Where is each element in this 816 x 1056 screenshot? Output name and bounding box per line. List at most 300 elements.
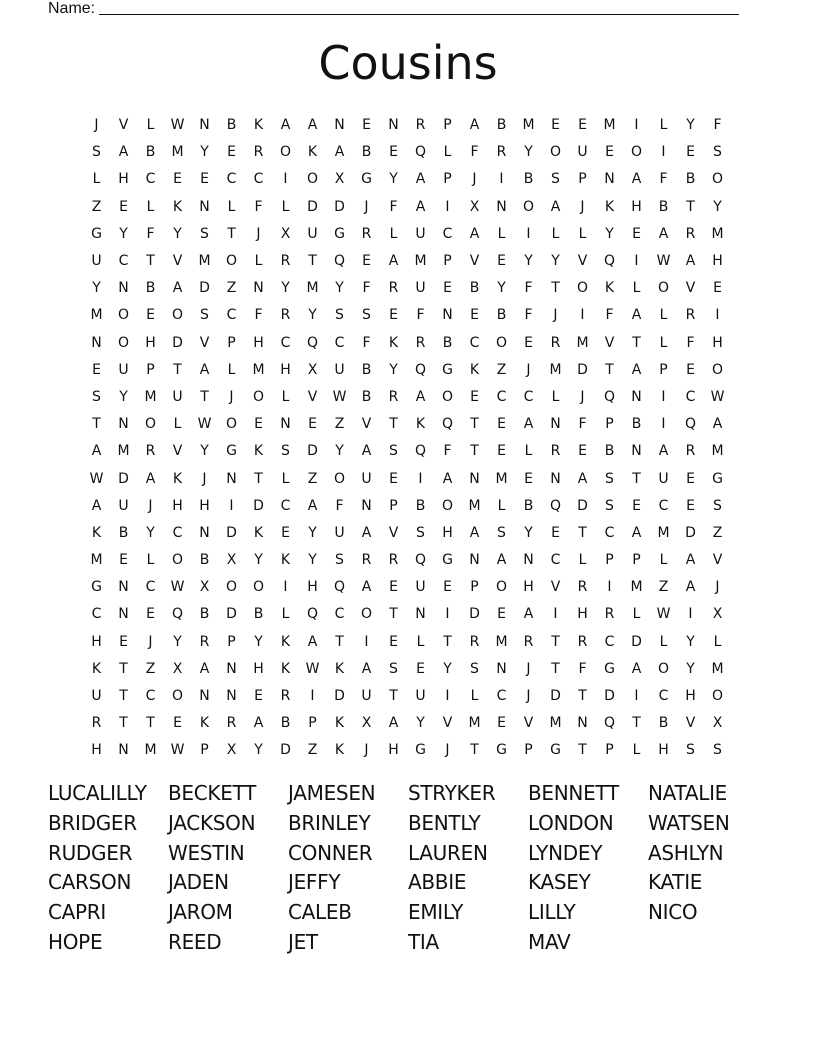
grid-letter: K — [334, 715, 345, 732]
grid-letter: R — [523, 633, 534, 650]
grid-letter: B — [469, 280, 480, 297]
word-list-item: CALEB — [288, 900, 352, 925]
grid-letter: M — [495, 633, 508, 650]
grid-letter: O — [657, 280, 670, 297]
grid-letter: J — [445, 742, 450, 759]
word-list-item: LAUREN — [408, 840, 488, 865]
grid-letter: N — [280, 416, 291, 433]
grid-letter: A — [685, 552, 696, 569]
grid-letter: P — [227, 334, 236, 351]
grid-letter: Y — [308, 307, 317, 324]
grid-letter: V — [577, 253, 588, 270]
grid-letter: N — [199, 524, 210, 541]
grid-letter: A — [631, 660, 642, 677]
grid-letter: A — [361, 579, 372, 596]
grid-letter: J — [202, 470, 207, 487]
word-list-item: BRIDGER — [48, 810, 137, 835]
grid-letter: H — [118, 171, 129, 188]
grid-letter: H — [91, 742, 102, 759]
grid-letter: R — [604, 606, 615, 623]
grid-letter: Y — [308, 524, 317, 541]
grid-letter: M — [711, 225, 724, 242]
grid-letter: C — [550, 552, 561, 569]
grid-letter: N — [118, 579, 129, 596]
grid-letter: T — [146, 253, 155, 270]
grid-letter: Z — [91, 198, 102, 215]
grid-letter: E — [470, 307, 479, 324]
grid-letter: C — [226, 171, 237, 188]
grid-letter: N — [550, 416, 561, 433]
grid-letter: E — [686, 361, 695, 378]
grid-row — [83, 166, 731, 193]
grid-letter: Y — [254, 552, 263, 569]
grid-letter: E — [497, 606, 506, 623]
grid-letter: R — [577, 633, 588, 650]
grid-letter: D — [226, 524, 237, 541]
grid-letter: J — [148, 497, 153, 514]
grid-letter: C — [469, 334, 480, 351]
grid-letter: U — [91, 688, 102, 705]
grid-letter: F — [524, 280, 533, 297]
grid-letter: Y — [92, 280, 101, 297]
grid-letter: A — [496, 552, 507, 569]
grid-letter: S — [335, 552, 344, 569]
grid-letter: B — [226, 117, 237, 134]
grid-letter: E — [578, 443, 587, 460]
grid-letter: W — [656, 606, 671, 623]
grid-letter: O — [495, 334, 508, 351]
grid-letter: D — [280, 742, 291, 759]
word-list-item: NATALIE — [648, 781, 728, 805]
grid-letter: R — [577, 579, 588, 596]
word-list-item: WATSEN — [648, 810, 730, 835]
grid-letter: M — [144, 388, 157, 405]
grid-letter: T — [389, 416, 398, 433]
grid-letter: N — [226, 688, 237, 705]
grid-letter: Y — [551, 253, 560, 270]
word-list-item: CAPRI — [48, 900, 107, 925]
grid-letter: R — [496, 144, 507, 161]
grid-letter: N — [226, 660, 237, 677]
grid-letter: H — [253, 660, 264, 677]
grid-letter: T — [578, 742, 587, 759]
grid-letter: O — [711, 171, 724, 188]
grid-letter: A — [199, 660, 210, 677]
word-list-item: JEFFY — [288, 870, 341, 895]
grid-letter: P — [308, 715, 317, 732]
grid-letter: U — [361, 688, 372, 705]
grid-letter: S — [362, 307, 371, 324]
grid-letter: W — [656, 253, 671, 270]
grid-letter: D — [604, 688, 615, 705]
grid-row — [83, 139, 731, 166]
grid-letter: K — [253, 524, 264, 541]
grid-letter: L — [470, 688, 479, 705]
grid-letter: O — [225, 416, 238, 433]
grid-letter: X — [712, 715, 723, 732]
grid-letter: O — [117, 334, 130, 351]
grid-letter: C — [226, 307, 237, 324]
grid-letter: C — [685, 388, 696, 405]
grid-letter: Z — [334, 416, 345, 433]
grid-letter: H — [172, 497, 183, 514]
grid-letter: P — [443, 171, 452, 188]
grid-letter: B — [523, 171, 534, 188]
grid-letter: H — [280, 361, 291, 378]
grid-letter: U — [334, 361, 345, 378]
grid-letter: T — [308, 253, 317, 270]
grid-letter: K — [469, 361, 480, 378]
grid-row — [83, 737, 731, 764]
grid-letter: Z — [226, 280, 237, 297]
grid-letter: H — [685, 688, 696, 705]
grid-letter: T — [470, 443, 479, 460]
grid-letter: A — [145, 470, 156, 487]
grid-letter: E — [362, 117, 371, 134]
grid-letter: J — [94, 117, 99, 134]
grid-letter: P — [443, 117, 452, 134]
grid-letter: N — [442, 307, 453, 324]
grid-letter: C — [145, 579, 156, 596]
name-blank-line[interactable] — [99, 0, 739, 15]
grid-letter: O — [144, 416, 157, 433]
grid-letter: C — [118, 253, 129, 270]
grid-letter: F — [470, 144, 479, 161]
grid-letter: Y — [281, 280, 290, 297]
grid-letter: L — [92, 171, 101, 188]
grid-letter: M — [630, 579, 643, 596]
grid-letter: G — [442, 361, 453, 378]
grid-letter: E — [524, 334, 533, 351]
grid-letter: R — [199, 633, 210, 650]
grid-letter: M — [522, 117, 535, 134]
grid-letter: B — [658, 198, 669, 215]
grid-letter: Q — [333, 579, 346, 596]
grid-letter: L — [227, 198, 236, 215]
word-list-item: CONNER — [288, 840, 373, 865]
grid-letter: R — [280, 307, 291, 324]
grid-letter: H — [199, 497, 210, 514]
grid-letter: R — [550, 443, 561, 460]
grid-letter: X — [226, 552, 237, 569]
grid-letter: E — [686, 144, 695, 161]
grid-letter: A — [253, 715, 264, 732]
grid-letter: I — [229, 497, 234, 514]
grid-letter: T — [119, 688, 128, 705]
grid-letter: P — [605, 416, 614, 433]
grid-letter: I — [553, 606, 558, 623]
word-list-item: JET — [288, 929, 318, 954]
grid-letter: A — [658, 225, 669, 242]
grid-letter: S — [605, 470, 614, 487]
grid-letter: E — [686, 497, 695, 514]
grid-letter: F — [659, 171, 668, 188]
grid-letter: R — [253, 144, 264, 161]
grid-letter: J — [472, 171, 477, 188]
grid-letter: Y — [416, 715, 425, 732]
grid-letter: I — [580, 307, 585, 324]
grid-letter: W — [332, 388, 347, 405]
grid-letter: B — [118, 524, 129, 541]
grid-letter: V — [685, 715, 696, 732]
grid-letter: Q — [414, 361, 427, 378]
grid-letter: A — [631, 307, 642, 324]
grid-letter: M — [576, 334, 589, 351]
grid-letter: K — [307, 144, 318, 161]
grid-letter: D — [334, 198, 345, 215]
grid-letter: L — [524, 443, 533, 460]
grid-letter: Q — [603, 388, 616, 405]
grid-letter: E — [443, 280, 452, 297]
grid-letter: H — [253, 334, 264, 351]
grid-letter: H — [658, 742, 669, 759]
word-list-item: REED — [168, 929, 222, 954]
grid-letter: P — [200, 742, 209, 759]
grid-letter: N — [118, 280, 129, 297]
grid-letter: M — [549, 361, 562, 378]
grid-letter: D — [307, 443, 318, 460]
word-list-item: ASHLYN — [648, 840, 724, 865]
grid-letter: L — [659, 334, 668, 351]
grid-letter: Y — [308, 552, 317, 569]
grid-letter: D — [685, 524, 696, 541]
grid-letter: D — [550, 688, 561, 705]
grid-letter: C — [91, 606, 102, 623]
grid-letter: C — [496, 388, 507, 405]
grid-letter: F — [686, 334, 695, 351]
grid-letter: A — [442, 470, 453, 487]
grid-letter: B — [496, 117, 507, 134]
grid-letter: Y — [713, 198, 722, 215]
grid-letter: Y — [335, 443, 344, 460]
word-list-item: LYNDEY — [528, 840, 603, 865]
grid-letter: R — [388, 280, 399, 297]
grid-letter: H — [91, 633, 102, 650]
grid-letter: U — [118, 497, 129, 514]
grid-letter: L — [281, 606, 290, 623]
grid-letter: C — [658, 497, 669, 514]
grid-letter: N — [523, 552, 534, 569]
grid-letter: V — [523, 715, 534, 732]
grid-letter: I — [526, 225, 531, 242]
grid-letter: J — [580, 198, 585, 215]
grid-letter: P — [227, 633, 236, 650]
grid-letter: G — [496, 742, 507, 759]
grid-letter: E — [443, 579, 452, 596]
grid-letter: F — [254, 198, 263, 215]
grid-letter: C — [334, 334, 345, 351]
grid-letter: E — [254, 416, 263, 433]
grid-letter: K — [604, 198, 615, 215]
grid-letter: W — [89, 470, 104, 487]
grid-letter: I — [283, 579, 288, 596]
grid-letter: I — [445, 606, 450, 623]
grid-letter: R — [469, 633, 480, 650]
grid-row — [83, 221, 731, 248]
grid-letter: V — [442, 715, 453, 732]
grid-letter: U — [658, 470, 669, 487]
grid-letter: F — [254, 307, 263, 324]
grid-letter: E — [632, 497, 641, 514]
grid-letter: G — [334, 225, 345, 242]
grid-letter: F — [362, 334, 371, 351]
grid-letter: B — [253, 606, 264, 623]
grid-letter: T — [551, 660, 560, 677]
grid-letter: N — [550, 470, 561, 487]
grid-letter: S — [92, 144, 101, 161]
grid-letter: M — [117, 443, 130, 460]
grid-letter: T — [470, 742, 479, 759]
grid-letter: A — [361, 524, 372, 541]
grid-letter: L — [659, 307, 668, 324]
grid-letter: V — [307, 388, 318, 405]
grid-letter: E — [578, 117, 587, 134]
grid-letter: O — [225, 579, 238, 596]
grid-letter: T — [632, 334, 641, 351]
grid-letter: N — [118, 742, 129, 759]
grid-letter: H — [442, 524, 453, 541]
grid-letter: T — [470, 416, 479, 433]
grid-row — [83, 302, 731, 329]
grid-letter: S — [200, 307, 209, 324]
grid-letter: I — [364, 633, 369, 650]
grid-letter: I — [418, 470, 423, 487]
grid-letter: A — [361, 660, 372, 677]
grid-letter: A — [469, 524, 480, 541]
word-list-item: ABBIE — [408, 870, 467, 895]
grid-letter: E — [308, 416, 317, 433]
grid-letter: B — [496, 307, 507, 324]
word-list — [48, 779, 808, 958]
grid-letter: L — [173, 416, 182, 433]
grid-letter: S — [551, 171, 560, 188]
grid-letter: H — [577, 606, 588, 623]
grid-letter: H — [631, 198, 642, 215]
grid-letter: U — [91, 253, 102, 270]
grid-letter: C — [145, 688, 156, 705]
grid-letter: A — [658, 443, 669, 460]
grid-letter: L — [146, 552, 155, 569]
word-list-item: JAMESEN — [288, 781, 376, 805]
grid-letter: O — [252, 388, 265, 405]
grid-letter: E — [605, 144, 614, 161]
grid-letter: N — [496, 198, 507, 215]
grid-letter: V — [388, 524, 399, 541]
grid-letter: X — [334, 171, 345, 188]
grid-letter: X — [280, 225, 291, 242]
grid-letter: K — [172, 470, 183, 487]
grid-row — [83, 547, 731, 574]
word-list-item: TIA — [408, 929, 439, 954]
grid-letter: Q — [171, 606, 184, 623]
grid-letter: Q — [603, 715, 616, 732]
grid-letter: U — [118, 361, 129, 378]
grid-letter: L — [659, 633, 668, 650]
grid-letter: S — [416, 524, 425, 541]
word-list-item: JADEN — [168, 870, 229, 895]
grid-letter: S — [686, 742, 695, 759]
grid-letter: E — [416, 660, 425, 677]
grid-letter: E — [524, 470, 533, 487]
grid-row — [83, 248, 731, 275]
grid-letter: D — [226, 606, 237, 623]
grid-letter: J — [229, 388, 234, 405]
grid-letter: A — [685, 253, 696, 270]
grid-letter: E — [497, 416, 506, 433]
grid-letter: Z — [307, 742, 318, 759]
grid-letter: Q — [414, 552, 427, 569]
grid-letter: M — [90, 552, 103, 569]
grid-letter: L — [497, 225, 506, 242]
grid-letter: F — [578, 416, 587, 433]
word-list-item: KATIE — [648, 870, 703, 895]
grid-letter: I — [715, 307, 720, 324]
grid-letter: K — [91, 660, 102, 677]
grid-letter: F — [713, 117, 722, 134]
grid-letter: C — [280, 334, 291, 351]
grid-letter: A — [361, 443, 372, 460]
grid-letter: Q — [306, 606, 319, 623]
grid-letter: F — [362, 280, 371, 297]
grid-letter: J — [364, 198, 369, 215]
grid-letter: J — [526, 361, 531, 378]
grid-letter: K — [388, 334, 399, 351]
grid-letter: A — [307, 633, 318, 650]
grid-letter: E — [119, 198, 128, 215]
grid-letter: A — [550, 198, 561, 215]
grid-letter: X — [469, 198, 480, 215]
grid-letter: O — [576, 280, 589, 297]
grid-letter: K — [604, 280, 615, 297]
grid-row — [83, 194, 731, 221]
grid-letter: F — [605, 307, 614, 324]
grid-letter: O — [495, 579, 508, 596]
grid-letter: C — [280, 497, 291, 514]
grid-letter: D — [577, 497, 588, 514]
grid-letter: Y — [686, 660, 695, 677]
grid-letter: R — [550, 334, 561, 351]
grid-row — [83, 275, 731, 302]
grid-letter: I — [634, 117, 639, 134]
grid-letter: V — [361, 416, 372, 433]
grid-letter: I — [634, 688, 639, 705]
grid-letter: J — [364, 742, 369, 759]
grid-letter: X — [712, 606, 723, 623]
grid-letter: H — [145, 334, 156, 351]
grid-row — [83, 112, 731, 139]
grid-letter: C — [145, 171, 156, 188]
grid-letter: O — [711, 688, 724, 705]
grid-letter: S — [713, 497, 722, 514]
grid-letter: A — [469, 225, 480, 242]
grid-letter: Y — [119, 225, 128, 242]
grid-letter: D — [307, 198, 318, 215]
grid-letter: K — [415, 416, 426, 433]
grid-letter: H — [388, 742, 399, 759]
grid-letter: E — [362, 253, 371, 270]
grid-letter: B — [415, 497, 426, 514]
grid-letter: K — [172, 198, 183, 215]
grid-letter: I — [499, 171, 504, 188]
grid-letter: W — [197, 416, 212, 433]
grid-letter: A — [334, 144, 345, 161]
grid-letter: Y — [686, 117, 695, 134]
grid-letter: R — [145, 443, 156, 460]
grid-letter: M — [549, 715, 562, 732]
grid-letter: P — [470, 579, 479, 596]
grid-letter: A — [91, 497, 102, 514]
grid-letter: L — [389, 225, 398, 242]
